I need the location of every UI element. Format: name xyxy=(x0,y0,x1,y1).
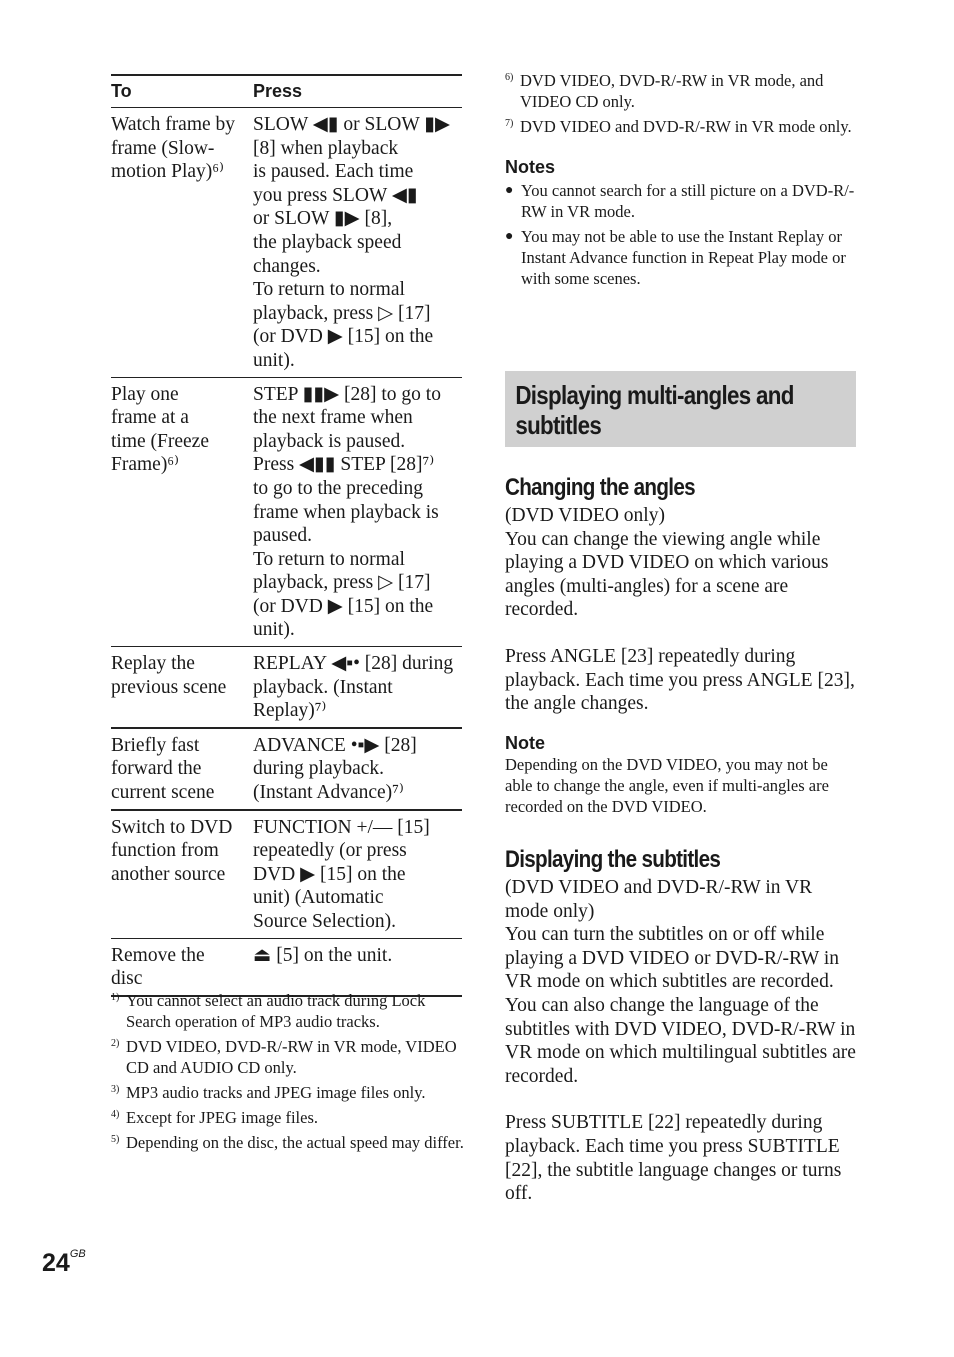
page-number xyxy=(42,1248,86,1278)
footnote xyxy=(111,1082,466,1103)
footnote-mark: 3) xyxy=(111,1084,120,1095)
table-row xyxy=(111,729,462,811)
footnote xyxy=(111,990,466,1032)
note-item xyxy=(505,226,857,289)
footnote-mark: 1) xyxy=(111,992,120,1003)
footnote xyxy=(505,70,857,112)
footnote xyxy=(111,1036,466,1078)
footnote-text: DVD VIDEO, DVD-R/-RW in VR mode, and VIDEO CD only. xyxy=(520,71,824,111)
footnote-text: MP3 audio tracks and JPEG image files only. xyxy=(126,1083,426,1102)
angles-note-text: Depending on the DVD VIDEO, you may not be able to change the angle, even if multi-angles are recorded on the DVD VIDEO. xyxy=(505,754,829,816)
footnote-mark: 7) xyxy=(505,118,514,129)
angles-section xyxy=(505,474,857,817)
footnote-text: DVD VIDEO, DVD-R/-RW in VR mode, VIDEO CD and AUDIO CD only. xyxy=(126,1037,457,1077)
angles-note-heading: Note xyxy=(505,732,545,753)
subtitles-heading: Displaying the subtitles xyxy=(505,846,721,873)
page-region: GB xyxy=(69,1248,86,1260)
section-title: Displaying multi-angles and subtitles xyxy=(515,380,794,440)
header-to: To xyxy=(111,81,132,101)
notes-heading: Notes xyxy=(505,157,556,177)
right-column xyxy=(505,70,857,289)
footnote-text: You cannot select an audio track during Lock Search operation of MP3 audio tracks. xyxy=(126,991,426,1031)
table-row xyxy=(111,378,462,648)
row-to: Remove the disc xyxy=(111,944,205,990)
angles-heading: Changing the angles xyxy=(505,474,695,501)
angles-body: (DVD VIDEO only) You can change the viewing angle while playing a DVD VIDEO on which various angles (multi-angles) for a scene are recorded. xyxy=(505,505,829,621)
footnote xyxy=(111,1107,466,1128)
row-press: ⏏ [5] on the unit. xyxy=(253,944,393,966)
footnote-text: Depending on the disc, the actual speed may differ. xyxy=(126,1133,464,1152)
bullet-icon: ● xyxy=(505,183,514,198)
footnote-mark: 2) xyxy=(111,1038,120,1049)
footnote-mark: 6) xyxy=(505,72,514,83)
row-to: Watch frame by frame (Slow- motion Play)⁶⁾ xyxy=(111,114,236,183)
left-footnotes xyxy=(111,990,466,1157)
header-press: Press xyxy=(253,81,303,101)
footnote-mark: 5) xyxy=(111,1134,120,1145)
table-row xyxy=(111,811,462,939)
section-banner xyxy=(505,371,856,447)
table-header xyxy=(111,76,462,108)
row-press: REPLAY ◀▪• [28] during playback. (Instant Replay)⁷⁾ xyxy=(253,653,454,722)
row-press: FUNCTION +/— [15] repeatedly (or press DVD ▶ [15] on the unit) (Automatic Source Selection). xyxy=(253,816,430,932)
subtitles-body: (DVD VIDEO and DVD-R/-RW in VR mode only) You can turn the subtitles on or off while playing a DVD VIDEO or DVD-R/-RW in VR mode on which subtitles are recorded. You can also change the language of the subtitles with DVD VIDEO, DVD-R/-RW in VR mode on which multilingual subtitles are recorded. xyxy=(505,877,856,1087)
note-text: You cannot search for a still picture on a DVD-R/-RW in VR mode. xyxy=(521,181,855,221)
table-row xyxy=(111,647,462,729)
footnote-text: DVD VIDEO and DVD-R/-RW in VR mode only. xyxy=(520,117,852,136)
row-to: Briefly fast forward the current scene xyxy=(111,734,215,804)
note-text: You may not be able to use the Instant Replay or Instant Advance function in Repeat Play mode or with some scenes. xyxy=(521,227,846,288)
footnote-mark: 4) xyxy=(111,1109,120,1120)
operations-table xyxy=(111,74,462,997)
footnote xyxy=(111,1132,466,1153)
subtitles-instructions: Press SUBTITLE [22] repeatedly during playback. Each time you press SUBTITLE [22], the subtitle language changes or turns off. xyxy=(505,1112,842,1205)
bullet-icon: ● xyxy=(505,229,514,244)
row-to: Switch to DVD function from another source xyxy=(111,816,233,885)
angles-instructions: Press ANGLE [23] repeatedly during playback. Each time you press ANGLE [23], the angle changes. xyxy=(505,645,855,715)
table-row xyxy=(111,108,462,378)
footnote-text: Except for JPEG image files. xyxy=(126,1108,318,1127)
row-press: STEP ▮▮▶ [28] to go to the next frame when playback is paused. Press ◀▮▮ STEP [28]⁷⁾ to go to the preceding frame when playback is paused. To return to normal playback, press ▷ [17] (or DVD ▶ [15] on the unit). xyxy=(253,383,441,641)
table-row xyxy=(111,939,462,997)
note-item xyxy=(505,180,857,222)
row-to: Play one frame at a time (Freeze Frame)⁶⁾ xyxy=(111,383,209,476)
row-press: ADVANCE •▪▶ [28] during playback. (Instant Advance)⁷⁾ xyxy=(253,734,417,804)
row-press: SLOW ◀▮ or SLOW ▮▶ [8] when playback is paused. Each time you press SLOW ◀▮ or SLOW ▮▶ [8], the playback speed changes. To return to normal playback, press ▷ [17] (or DVD ▶ [15] on the unit). xyxy=(253,114,450,371)
footnote xyxy=(505,116,857,137)
row-to: Replay the previous scene xyxy=(111,653,227,698)
subtitles-section xyxy=(505,846,857,1206)
page-number-value: 24 xyxy=(42,1249,70,1277)
